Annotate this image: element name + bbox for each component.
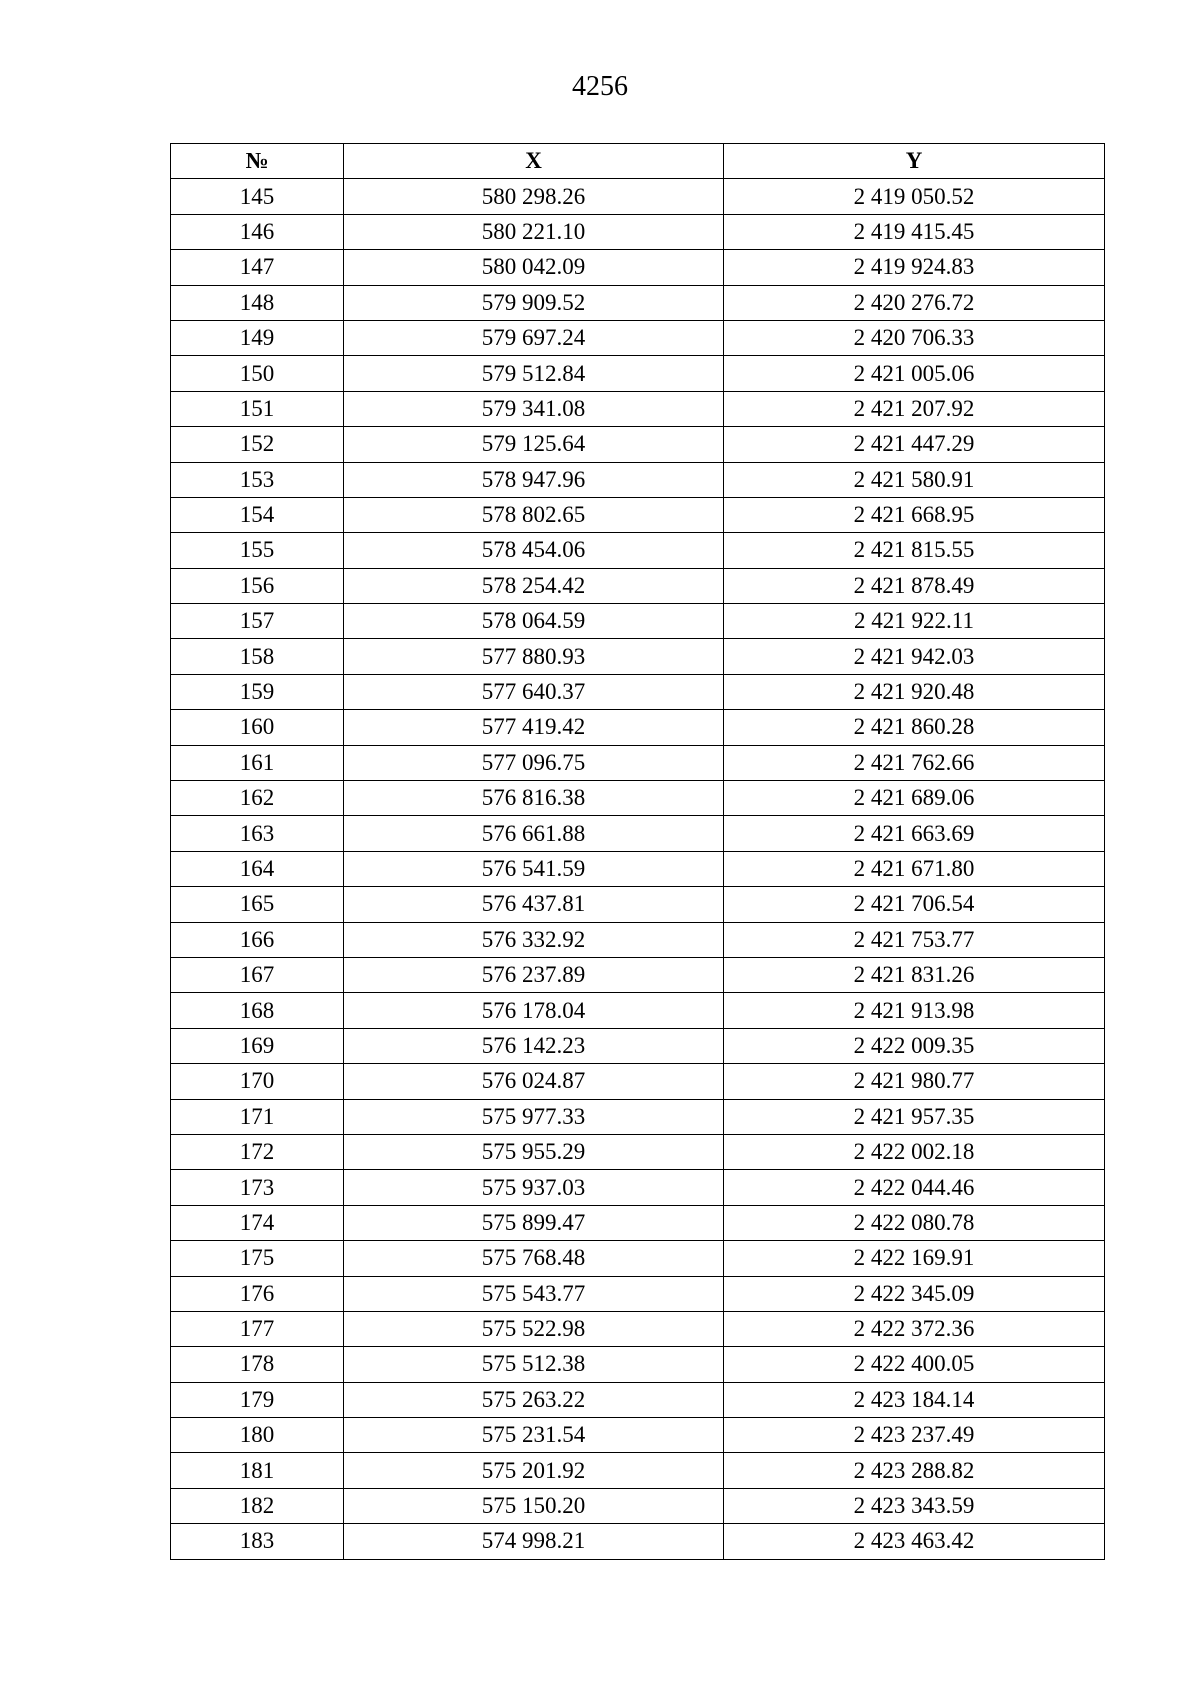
point-number-cell: 164 xyxy=(171,851,344,886)
point-number-cell: 162 xyxy=(171,781,344,816)
y-coordinate-cell: 2 421 762.66 xyxy=(724,745,1105,780)
table-row xyxy=(171,1276,1105,1311)
table-row xyxy=(171,1028,1105,1063)
y-coordinate-cell: 2 421 706.54 xyxy=(724,887,1105,922)
y-coordinate-cell: 2 421 913.98 xyxy=(724,993,1105,1028)
x-coordinate-cell: 576 332.92 xyxy=(344,922,724,957)
x-coordinate-cell: 576 024.87 xyxy=(344,1064,724,1099)
x-coordinate-cell: 576 816.38 xyxy=(344,781,724,816)
y-coordinate-cell: 2 421 005.06 xyxy=(724,356,1105,391)
y-coordinate-cell: 2 423 237.49 xyxy=(724,1418,1105,1453)
x-coordinate-cell: 580 221.10 xyxy=(344,214,724,249)
x-coordinate-cell: 576 178.04 xyxy=(344,993,724,1028)
y-coordinate-cell: 2 422 009.35 xyxy=(724,1028,1105,1063)
y-coordinate-cell: 2 421 580.91 xyxy=(724,462,1105,497)
y-coordinate-cell: 2 422 044.46 xyxy=(724,1170,1105,1205)
table-row xyxy=(171,922,1105,957)
x-coordinate-cell: 577 096.75 xyxy=(344,745,724,780)
table-row xyxy=(171,1347,1105,1382)
x-coordinate-cell: 576 237.89 xyxy=(344,957,724,992)
x-coordinate-cell: 575 955.29 xyxy=(344,1134,724,1169)
y-coordinate-cell: 2 421 689.06 xyxy=(724,781,1105,816)
point-number-cell: 153 xyxy=(171,462,344,497)
point-number-cell: 180 xyxy=(171,1418,344,1453)
table-row xyxy=(171,710,1105,745)
y-coordinate-cell: 2 421 207.92 xyxy=(724,391,1105,426)
x-coordinate-cell: 579 909.52 xyxy=(344,285,724,320)
x-coordinate-cell: 575 231.54 xyxy=(344,1418,724,1453)
y-coordinate-cell: 2 421 753.77 xyxy=(724,922,1105,957)
y-coordinate-cell: 2 422 372.36 xyxy=(724,1311,1105,1346)
x-coordinate-cell: 578 064.59 xyxy=(344,604,724,639)
table-row xyxy=(171,533,1105,568)
header-number: № xyxy=(171,144,344,179)
table-row xyxy=(171,214,1105,249)
point-number-cell: 173 xyxy=(171,1170,344,1205)
point-number-cell: 147 xyxy=(171,250,344,285)
point-number-cell: 176 xyxy=(171,1276,344,1311)
table-row xyxy=(171,745,1105,780)
x-coordinate-cell: 580 298.26 xyxy=(344,179,724,214)
y-coordinate-cell: 2 422 345.09 xyxy=(724,1276,1105,1311)
y-coordinate-cell: 2 422 400.05 xyxy=(724,1347,1105,1382)
x-coordinate-cell: 575 522.98 xyxy=(344,1311,724,1346)
table-row xyxy=(171,179,1105,214)
point-number-cell: 172 xyxy=(171,1134,344,1169)
x-coordinate-cell: 578 802.65 xyxy=(344,497,724,532)
y-coordinate-cell: 2 419 415.45 xyxy=(724,214,1105,249)
x-coordinate-cell: 575 263.22 xyxy=(344,1382,724,1417)
x-coordinate-cell: 577 419.42 xyxy=(344,710,724,745)
y-coordinate-cell: 2 421 663.69 xyxy=(724,816,1105,851)
x-coordinate-cell: 579 697.24 xyxy=(344,320,724,355)
y-coordinate-cell: 2 421 957.35 xyxy=(724,1099,1105,1134)
table-row xyxy=(171,851,1105,886)
point-number-cell: 183 xyxy=(171,1524,344,1559)
point-number-cell: 163 xyxy=(171,816,344,851)
table-row xyxy=(171,568,1105,603)
point-number-cell: 178 xyxy=(171,1347,344,1382)
point-number-cell: 166 xyxy=(171,922,344,957)
table-row xyxy=(171,604,1105,639)
x-coordinate-cell: 576 661.88 xyxy=(344,816,724,851)
table-row xyxy=(171,1524,1105,1559)
point-number-cell: 154 xyxy=(171,497,344,532)
x-coordinate-cell: 578 947.96 xyxy=(344,462,724,497)
x-coordinate-cell: 574 998.21 xyxy=(344,1524,724,1559)
y-coordinate-cell: 2 421 668.95 xyxy=(724,497,1105,532)
table-row xyxy=(171,285,1105,320)
y-coordinate-cell: 2 423 288.82 xyxy=(724,1453,1105,1488)
x-coordinate-cell: 575 768.48 xyxy=(344,1241,724,1276)
y-coordinate-cell: 2 420 706.33 xyxy=(724,320,1105,355)
point-number-cell: 157 xyxy=(171,604,344,639)
point-number-cell: 150 xyxy=(171,356,344,391)
y-coordinate-cell: 2 423 463.42 xyxy=(724,1524,1105,1559)
table-header-row xyxy=(171,144,1105,179)
y-coordinate-cell: 2 421 815.55 xyxy=(724,533,1105,568)
y-coordinate-cell: 2 421 447.29 xyxy=(724,427,1105,462)
table-row xyxy=(171,497,1105,532)
point-number-cell: 155 xyxy=(171,533,344,568)
point-number-cell: 169 xyxy=(171,1028,344,1063)
y-coordinate-cell: 2 421 980.77 xyxy=(724,1064,1105,1099)
y-coordinate-cell: 2 421 920.48 xyxy=(724,674,1105,709)
x-coordinate-cell: 575 543.77 xyxy=(344,1276,724,1311)
table-row xyxy=(171,1241,1105,1276)
x-coordinate-cell: 579 512.84 xyxy=(344,356,724,391)
x-coordinate-cell: 575 512.38 xyxy=(344,1347,724,1382)
table-row xyxy=(171,1488,1105,1523)
table-row xyxy=(171,1418,1105,1453)
point-number-cell: 179 xyxy=(171,1382,344,1417)
x-coordinate-cell: 577 640.37 xyxy=(344,674,724,709)
x-coordinate-cell: 576 437.81 xyxy=(344,887,724,922)
table-row xyxy=(171,674,1105,709)
y-coordinate-cell: 2 421 922.11 xyxy=(724,604,1105,639)
coordinates-table xyxy=(170,143,1105,1560)
x-coordinate-cell: 575 977.33 xyxy=(344,1099,724,1134)
point-number-cell: 168 xyxy=(171,993,344,1028)
point-number-cell: 158 xyxy=(171,639,344,674)
table-row xyxy=(171,1064,1105,1099)
table-row xyxy=(171,781,1105,816)
x-coordinate-cell: 576 142.23 xyxy=(344,1028,724,1063)
table-row xyxy=(171,957,1105,992)
table-row xyxy=(171,1099,1105,1134)
table-row xyxy=(171,1134,1105,1169)
page-number: 4256 xyxy=(572,71,628,102)
x-coordinate-cell: 575 899.47 xyxy=(344,1205,724,1240)
y-coordinate-cell: 2 421 671.80 xyxy=(724,851,1105,886)
table-row xyxy=(171,427,1105,462)
table-row xyxy=(171,639,1105,674)
point-number-cell: 177 xyxy=(171,1311,344,1346)
table-row xyxy=(171,462,1105,497)
y-coordinate-cell: 2 421 831.26 xyxy=(724,957,1105,992)
point-number-cell: 159 xyxy=(171,674,344,709)
x-coordinate-cell: 575 937.03 xyxy=(344,1170,724,1205)
point-number-cell: 152 xyxy=(171,427,344,462)
table-row xyxy=(171,250,1105,285)
point-number-cell: 160 xyxy=(171,710,344,745)
point-number-cell: 174 xyxy=(171,1205,344,1240)
y-coordinate-cell: 2 422 002.18 xyxy=(724,1134,1105,1169)
point-number-cell: 156 xyxy=(171,568,344,603)
x-coordinate-cell: 575 150.20 xyxy=(344,1488,724,1523)
header-y: Y xyxy=(724,144,1105,179)
table-row xyxy=(171,320,1105,355)
point-number-cell: 170 xyxy=(171,1064,344,1099)
table-row xyxy=(171,816,1105,851)
y-coordinate-cell: 2 419 924.83 xyxy=(724,250,1105,285)
table-body xyxy=(171,179,1105,1559)
x-coordinate-cell: 580 042.09 xyxy=(344,250,724,285)
x-coordinate-cell: 576 541.59 xyxy=(344,851,724,886)
point-number-cell: 182 xyxy=(171,1488,344,1523)
table-row xyxy=(171,1453,1105,1488)
y-coordinate-cell: 2 421 860.28 xyxy=(724,710,1105,745)
table-row xyxy=(171,391,1105,426)
y-coordinate-cell: 2 423 343.59 xyxy=(724,1488,1105,1523)
table-row xyxy=(171,356,1105,391)
table-row xyxy=(171,993,1105,1028)
y-coordinate-cell: 2 420 276.72 xyxy=(724,285,1105,320)
point-number-cell: 167 xyxy=(171,957,344,992)
table-row xyxy=(171,1382,1105,1417)
point-number-cell: 151 xyxy=(171,391,344,426)
table-row xyxy=(171,1311,1105,1346)
point-number-cell: 149 xyxy=(171,320,344,355)
y-coordinate-cell: 2 422 169.91 xyxy=(724,1241,1105,1276)
point-number-cell: 145 xyxy=(171,179,344,214)
point-number-cell: 171 xyxy=(171,1099,344,1134)
y-coordinate-cell: 2 419 050.52 xyxy=(724,179,1105,214)
point-number-cell: 161 xyxy=(171,745,344,780)
table-row xyxy=(171,1170,1105,1205)
y-coordinate-cell: 2 421 942.03 xyxy=(724,639,1105,674)
y-coordinate-cell: 2 422 080.78 xyxy=(724,1205,1105,1240)
point-number-cell: 146 xyxy=(171,214,344,249)
y-coordinate-cell: 2 423 184.14 xyxy=(724,1382,1105,1417)
table-row xyxy=(171,887,1105,922)
x-coordinate-cell: 578 254.42 xyxy=(344,568,724,603)
x-coordinate-cell: 578 454.06 xyxy=(344,533,724,568)
x-coordinate-cell: 577 880.93 xyxy=(344,639,724,674)
point-number-cell: 148 xyxy=(171,285,344,320)
table-row xyxy=(171,1205,1105,1240)
point-number-cell: 165 xyxy=(171,887,344,922)
y-coordinate-cell: 2 421 878.49 xyxy=(724,568,1105,603)
header-x: X xyxy=(344,144,724,179)
x-coordinate-cell: 579 341.08 xyxy=(344,391,724,426)
x-coordinate-cell: 575 201.92 xyxy=(344,1453,724,1488)
x-coordinate-cell: 579 125.64 xyxy=(344,427,724,462)
point-number-cell: 181 xyxy=(171,1453,344,1488)
point-number-cell: 175 xyxy=(171,1241,344,1276)
